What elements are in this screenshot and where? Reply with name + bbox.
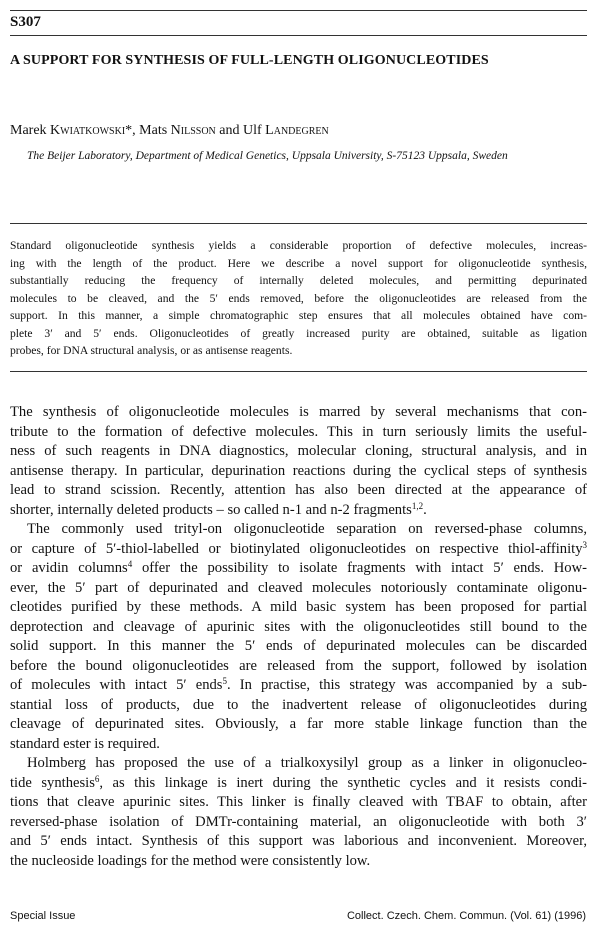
body-line: lead to strand scission. Recently, attention has also been directed at the appearance of — [10, 482, 587, 498]
body-line: deprotection and cleavage of apurinic sites with the oligonucleotides still bound to the — [10, 618, 587, 635]
body-line: tions that cleave apurinic sites. This linker is finally cleaved with TBAF to obtain, after — [10, 794, 587, 810]
article-title: A SUPPORT FOR SYNTHESIS OF FULL-LENGTH OLIGONUCLEOTIDES — [10, 53, 489, 68]
body-line: standard ester is required. — [10, 735, 160, 752]
body-line: ever, the 5′ part of depurinated and cleaved molecules notoriously contaminate oligonu- — [10, 579, 587, 596]
body-line: reversed-phase isolation of DMTr-containing material, an oligonucleotide with both 3′ — [10, 813, 587, 830]
article-code: S307 — [10, 14, 41, 30]
body-line: before the bound oligonucleotides are released from the support, followed by isolation — [10, 657, 587, 674]
abstract-bottom-rule — [10, 371, 587, 372]
abstract-top-rule — [10, 223, 587, 224]
body-line — [10, 676, 587, 696]
abstract-line: ing with the length of the product. Here we describe a novel support for oligonucleotide synthesis, — [10, 256, 587, 270]
body-line: solid support. In this manner the 5′ ends of depurinated molecules can be discarded — [10, 638, 587, 654]
code-rule — [10, 35, 587, 36]
body-text — [10, 403, 587, 871]
body-line: ness of such reagents in DNA diagnostics, molecular cloning, structural analysis, and in — [10, 443, 587, 459]
abstract-line: Standard oligonucleotide synthesis yields a considerable proportion of defective molecules, increas- — [10, 239, 587, 252]
footer-left: Special Issue — [10, 910, 76, 922]
top-rule — [10, 10, 587, 11]
abstract-line: support. In this manner, a simple chromatographic step ensures that all molecules obtained have com- — [10, 309, 587, 322]
body-line: Holmberg has proposed the use of a trialkoxysilyl group as a linker in oligonucleo- — [27, 755, 587, 771]
body-line: The synthesis of oligonucleotide molecules is marred by several mechanisms that con- — [10, 404, 587, 420]
body-line: tribute to the formation of defective molecules. This in turn seriously limits the useful- — [10, 423, 587, 440]
body-line — [10, 501, 587, 521]
body-text-run: or avidin columns — [10, 560, 128, 576]
abstract — [10, 237, 587, 360]
abstract-line: substantially reducing the frequency of internally deleted molecules, and permitting depurinated — [10, 274, 587, 287]
body-line: antisense therapy. In particular, depurination reactions during the cyclical steps of synthesis — [10, 462, 587, 479]
author-surname-2: Nilsson — [170, 123, 216, 138]
author-line — [10, 123, 329, 139]
body-text-run: offer the possibility to isolate fragments with intact 5′ ends. How- — [132, 560, 587, 576]
footer-right: Collect. Czech. Chem. Commun. (Vol. 61) (1996) — [346, 910, 586, 922]
body-text-run: . — [423, 501, 427, 518]
body-line: and 5′ ends intact. Synthesis of this support was laborious and inconvenient. Moreover, — [10, 833, 587, 849]
citation-ref: 5 — [222, 676, 227, 686]
body-line — [10, 774, 587, 794]
abstract-line: molecules to be cleaved, and the 5′ ends removed, before the oligonucleotides are released from the — [10, 291, 587, 305]
citation-ref: 6 — [94, 773, 100, 784]
author-surname-3: Landegren — [265, 123, 329, 138]
body-text-run: or capture of 5′-thiol-labelled or biotinylated oligonucleotides on respective thiol-affinity — [10, 540, 583, 557]
body-line: cleavage of depurinated sites. Obviously, a far more stable linkage function than the — [10, 716, 587, 732]
body-line — [10, 540, 587, 560]
affiliation: The Beijer Laboratory, Department of Medical Genetics, Uppsala University, S-75123 Uppsala, Sweden — [27, 150, 508, 162]
author-given-1: Marek — [10, 123, 51, 138]
citation-ref: 1,2 — [411, 500, 424, 511]
body-line: cleotides purified by these methods. A mild basic system has been proposed for partial — [10, 599, 587, 615]
citation-ref: 3 — [582, 539, 587, 550]
body-line: the nucleoside loadings for the method were consistently low. — [10, 852, 371, 869]
body-line — [10, 559, 587, 579]
author-surname-1: Kwiatkowski — [50, 123, 126, 138]
body-text-run: . In practise, this strategy was accompanied by a sub- — [226, 677, 587, 693]
body-text-run: of molecules with intact 5′ ends — [10, 677, 223, 693]
body-line: The commonly used trityl-on oligonucleotide separation on reversed-phase columns, — [27, 521, 587, 537]
body-line: stantial loss of products, due to the inadvertent release of oligonucleotides during — [10, 696, 587, 713]
abstract-line: plete 3′ and 5′ ends. Oligonucleotides of greatly increased purity are obtained, suitable as ligation — [10, 326, 587, 340]
body-text-run: shorter, internally deleted products – so called n-1 and n-2 fragments — [10, 501, 412, 518]
body-text-run: tide synthesis — [10, 774, 95, 791]
author-given-3: and Ulf — [215, 123, 266, 138]
abstract-line: probes, for DNA structural analysis, or as antisense reagents. — [10, 344, 293, 357]
body-text-run: , as this linkage is inert during the synthetic cycles and it resists condi- — [99, 774, 587, 791]
citation-ref: 4 — [127, 559, 133, 569]
author-given-2: *, Mats — [125, 123, 171, 138]
